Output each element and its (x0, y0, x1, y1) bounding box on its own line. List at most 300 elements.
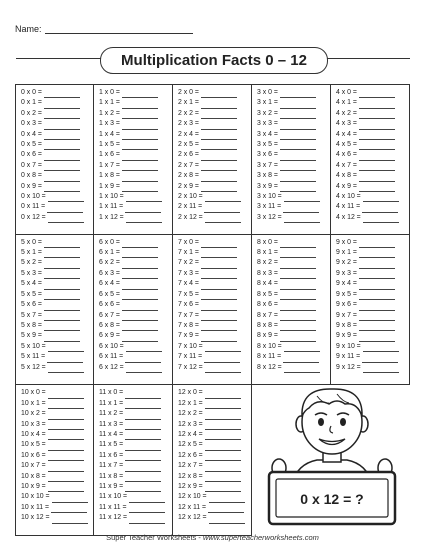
fact-question: 7 x 4 = (178, 280, 199, 288)
answer-blank[interactable] (129, 516, 165, 524)
fact-group (173, 84, 252, 235)
answer-blank[interactable] (125, 412, 161, 420)
answer-blank[interactable] (126, 215, 162, 223)
answer-blank[interactable] (363, 365, 399, 373)
fact-question: 6 x 6 = (99, 301, 120, 309)
answer-blank[interactable] (122, 323, 158, 331)
fact-question: 9 x 4 = (336, 280, 357, 288)
answer-blank[interactable] (44, 163, 80, 171)
fact-item (21, 420, 93, 430)
fact-item (257, 213, 330, 223)
fact-item (178, 399, 251, 409)
answer-blank[interactable] (204, 355, 240, 363)
fact-item (99, 258, 172, 268)
fact-question: 8 x 11 = (257, 353, 282, 361)
answer-blank[interactable] (201, 334, 237, 342)
fact-question: 9 x 9 = (336, 332, 357, 340)
answer-blank[interactable] (359, 163, 395, 171)
answer-blank[interactable] (126, 344, 162, 352)
fact-item (257, 130, 330, 140)
answer-blank[interactable] (44, 250, 80, 258)
fact-item (99, 482, 172, 492)
fact-question: 6 x 11 = (99, 353, 124, 361)
answer-blank[interactable] (48, 484, 84, 492)
fact-question: 3 x 0 = (257, 89, 278, 96)
answer-blank[interactable] (44, 184, 80, 192)
fact-question: 1 x 8 = (99, 172, 120, 180)
fact-item (257, 192, 330, 202)
fact-group (15, 235, 94, 386)
fact-question: 1 x 6 = (99, 151, 120, 159)
answer-blank[interactable] (205, 474, 241, 482)
fact-item (21, 98, 93, 108)
fact-question: 7 x 5 = (178, 290, 199, 298)
answer-blank[interactable] (122, 90, 158, 98)
fact-question: 9 x 1 = (336, 249, 357, 257)
fact-question: 4 x 8 = (336, 172, 357, 180)
answer-blank[interactable] (125, 474, 161, 482)
answer-blank[interactable] (359, 90, 395, 98)
answer-blank[interactable] (359, 313, 395, 321)
answer-blank[interactable] (280, 153, 316, 161)
answer-blank[interactable] (48, 432, 84, 440)
fact-question: 9 x 0 = (336, 238, 357, 246)
fact-item (257, 258, 330, 268)
fact-question: 10 x 3 = (21, 420, 46, 428)
fact-question: 6 x 7 = (99, 311, 120, 319)
answer-blank[interactable] (125, 432, 161, 440)
answer-blank[interactable] (359, 240, 395, 248)
fact-item (178, 192, 251, 202)
answer-blank[interactable] (122, 142, 158, 150)
fact-question: 1 x 9 = (99, 182, 120, 190)
answer-blank[interactable] (359, 111, 395, 119)
answer-blank[interactable] (122, 334, 158, 342)
fact-item (178, 430, 251, 440)
answer-blank[interactable] (204, 205, 240, 213)
fact-question: 8 x 5 = (257, 290, 278, 298)
answer-blank[interactable] (44, 174, 80, 182)
answer-blank[interactable] (359, 122, 395, 130)
fact-item (178, 461, 251, 471)
answer-blank[interactable] (359, 303, 395, 311)
answer-blank[interactable] (48, 215, 84, 223)
answer-blank[interactable] (201, 184, 237, 192)
fact-item (336, 182, 409, 192)
answer-blank[interactable] (129, 505, 165, 513)
answer-blank[interactable] (44, 323, 80, 331)
answer-blank[interactable] (122, 261, 158, 269)
fact-item (178, 258, 251, 268)
fact-item (257, 150, 330, 160)
fact-question: 3 x 9 = (257, 182, 278, 190)
answer-blank[interactable] (48, 422, 84, 430)
answer-blank[interactable] (48, 464, 84, 472)
answer-blank[interactable] (125, 401, 161, 409)
fact-item (21, 140, 93, 150)
answer-blank[interactable] (363, 344, 399, 352)
fact-question: 2 x 12 = (178, 213, 203, 221)
fact-question: 7 x 12 = (178, 363, 203, 371)
fact-item (178, 150, 251, 160)
fact-item (336, 150, 409, 160)
fact-question: 2 x 5 = (178, 141, 199, 149)
answer-blank[interactable] (359, 250, 395, 258)
fact-question: 8 x 7 = (257, 311, 278, 319)
fact-question: 4 x 0 = (336, 89, 357, 96)
answer-blank[interactable] (280, 334, 316, 342)
fact-item (99, 182, 172, 192)
answer-blank[interactable] (44, 271, 80, 279)
fact-item (21, 352, 93, 362)
answer-blank[interactable] (359, 282, 395, 290)
fact-item (21, 109, 93, 119)
answer-blank[interactable] (44, 303, 80, 311)
answer-blank[interactable] (201, 313, 237, 321)
fact-group (94, 385, 173, 536)
answer-blank[interactable] (201, 271, 237, 279)
fact-item (21, 503, 93, 513)
answer-blank[interactable] (359, 323, 395, 331)
answer-blank[interactable] (205, 215, 241, 223)
answer-blank[interactable] (51, 505, 87, 513)
fact-item (21, 513, 93, 523)
answer-blank[interactable] (201, 261, 237, 269)
fact-question: 0 x 8 = (21, 172, 42, 180)
fact-item (336, 130, 409, 140)
answer-blank[interactable] (208, 505, 244, 513)
answer-blank[interactable] (205, 443, 241, 451)
answer-blank[interactable] (201, 90, 237, 98)
answer-blank[interactable] (201, 303, 237, 311)
footer (0, 533, 425, 542)
answer-blank[interactable] (209, 495, 245, 503)
answer-blank[interactable] (280, 313, 316, 321)
answer-blank[interactable] (201, 240, 237, 248)
fact-item (178, 290, 251, 300)
answer-blank[interactable] (44, 101, 80, 109)
answer-blank[interactable] (205, 432, 241, 440)
answer-blank[interactable] (48, 401, 84, 409)
fact-group (15, 84, 94, 235)
fact-group (173, 385, 252, 536)
answer-blank[interactable] (280, 323, 316, 331)
answer-blank[interactable] (201, 122, 237, 130)
answer-blank[interactable] (205, 344, 241, 352)
answer-blank[interactable] (280, 271, 316, 279)
fact-group (173, 235, 252, 386)
answer-blank[interactable] (122, 282, 158, 290)
answer-blank[interactable] (205, 412, 241, 420)
answer-blank[interactable] (122, 153, 158, 161)
answer-blank[interactable] (122, 122, 158, 130)
fact-item (21, 213, 93, 223)
answer-blank[interactable] (359, 292, 395, 300)
answer-blank[interactable] (125, 205, 161, 213)
answer-blank[interactable] (280, 163, 316, 171)
sign-text: 0 x 12 = ? (300, 491, 364, 507)
fact-item (257, 119, 330, 129)
answer-blank[interactable] (201, 153, 237, 161)
answer-blank[interactable] (201, 292, 237, 300)
answer-blank[interactable] (359, 184, 395, 192)
answer-blank[interactable] (44, 111, 80, 119)
fact-item (99, 88, 172, 98)
fact-item (21, 119, 93, 129)
answer-blank[interactable] (47, 205, 83, 213)
fact-question: 6 x 10 = (99, 342, 124, 350)
answer-blank[interactable] (48, 194, 84, 202)
answer-blank[interactable] (47, 355, 83, 363)
footer-url[interactable]: www.superteacherworksheets.com (202, 533, 319, 542)
fact-item (336, 331, 409, 341)
answer-blank[interactable] (201, 250, 237, 258)
answer-blank[interactable] (122, 313, 158, 321)
fact-question: 4 x 11 = (336, 203, 361, 211)
fact-item (99, 130, 172, 140)
fact-question: 5 x 2 = (21, 259, 42, 267)
fact-group (94, 235, 173, 386)
answer-blank[interactable] (129, 495, 165, 503)
fact-question: 11 x 11 = (99, 503, 127, 511)
answer-blank[interactable] (359, 271, 395, 279)
fact-question: 4 x 7 = (336, 161, 357, 169)
answer-blank[interactable] (48, 412, 84, 420)
fact-question: 10 x 11 = (21, 503, 50, 511)
fact-question: 10 x 2 = (21, 410, 46, 418)
fact-item (257, 88, 330, 98)
answer-blank[interactable] (280, 303, 316, 311)
answer-blank[interactable] (359, 261, 395, 269)
answer-blank[interactable] (280, 101, 316, 109)
answer-blank[interactable] (44, 282, 80, 290)
fact-question: 12 x 3 = (178, 420, 203, 428)
answer-blank[interactable] (44, 334, 80, 342)
fact-question: 8 x 6 = (257, 301, 278, 309)
answer-blank[interactable] (205, 365, 241, 373)
answer-blank[interactable] (125, 443, 161, 451)
answer-blank[interactable] (280, 282, 316, 290)
answer-blank[interactable] (44, 292, 80, 300)
answer-blank[interactable] (205, 422, 241, 430)
fact-question: 10 x 9 = (21, 482, 46, 490)
answer-blank[interactable] (122, 303, 158, 311)
answer-blank[interactable] (201, 323, 237, 331)
fact-question: 9 x 2 = (336, 259, 357, 267)
fact-item (336, 352, 409, 362)
answer-blank[interactable] (44, 153, 80, 161)
fact-question: 3 x 10 = (257, 193, 282, 201)
answer-blank[interactable] (280, 90, 316, 98)
answer-blank[interactable] (125, 453, 161, 461)
answer-blank[interactable] (201, 101, 237, 109)
fact-item (178, 503, 251, 513)
fact-item (178, 440, 251, 450)
answer-blank[interactable] (284, 344, 320, 352)
fact-item (99, 213, 172, 223)
answer-blank[interactable] (201, 111, 237, 119)
answer-blank[interactable] (280, 142, 316, 150)
answer-blank[interactable] (284, 194, 320, 202)
answer-blank[interactable] (122, 292, 158, 300)
fact-item (257, 202, 330, 212)
answer-blank[interactable] (363, 215, 399, 223)
answer-blank[interactable] (122, 101, 158, 109)
fact-item (99, 311, 172, 321)
fact-question: 0 x 10 = (21, 193, 46, 201)
answer-blank[interactable] (205, 484, 241, 492)
fact-item (257, 269, 330, 279)
fact-item (178, 352, 251, 362)
answer-blank[interactable] (44, 132, 80, 140)
fact-question: 1 x 2 = (99, 109, 120, 117)
answer-blank[interactable] (280, 122, 316, 130)
fact-question: 10 x 6 = (21, 451, 46, 459)
fact-question: 7 x 2 = (178, 259, 199, 267)
answer-blank[interactable] (44, 313, 80, 321)
answer-blank[interactable] (48, 453, 84, 461)
fact-item (257, 248, 330, 258)
answer-blank[interactable] (205, 194, 241, 202)
answer-blank[interactable] (122, 250, 158, 258)
answer-blank[interactable] (44, 240, 80, 248)
answer-blank[interactable] (359, 334, 395, 342)
answer-blank[interactable] (201, 282, 237, 290)
fact-question: 3 x 12 = (257, 213, 282, 221)
fact-item (99, 352, 172, 362)
fact-question: 7 x 1 = (178, 249, 199, 257)
answer-blank[interactable] (122, 240, 158, 248)
answer-blank[interactable] (280, 111, 316, 119)
answer-blank[interactable] (44, 90, 80, 98)
answer-blank[interactable] (52, 516, 88, 524)
answer-blank[interactable] (122, 132, 158, 140)
fact-item (178, 202, 251, 212)
fact-item (99, 451, 172, 461)
fact-item (99, 119, 172, 129)
answer-blank[interactable] (48, 365, 84, 373)
answer-blank[interactable] (205, 391, 241, 399)
answer-blank[interactable] (362, 205, 398, 213)
answer-blank[interactable] (280, 174, 316, 182)
fact-question: 12 x 11 = (178, 503, 207, 511)
fact-item (257, 98, 330, 108)
answer-blank[interactable] (205, 401, 241, 409)
answer-blank[interactable] (126, 194, 162, 202)
fact-question: 3 x 4 = (257, 130, 278, 138)
answer-blank[interactable] (48, 391, 84, 399)
fact-item (99, 248, 172, 258)
answer-blank[interactable] (48, 443, 84, 451)
fact-item (21, 311, 93, 321)
answer-blank[interactable] (284, 365, 320, 373)
answer-blank[interactable] (359, 174, 395, 182)
fact-item (21, 161, 93, 171)
fact-item (178, 119, 251, 129)
fact-item (21, 248, 93, 258)
answer-blank[interactable] (280, 240, 316, 248)
answer-blank[interactable] (359, 142, 395, 150)
answer-blank[interactable] (122, 163, 158, 171)
fact-item (21, 409, 93, 419)
answer-blank[interactable] (122, 174, 158, 182)
answer-blank[interactable] (44, 122, 80, 130)
fact-item (336, 171, 409, 181)
fact-question: 12 x 12 = (178, 514, 207, 522)
fact-item (257, 321, 330, 331)
answer-blank[interactable] (126, 365, 162, 373)
answer-blank[interactable] (359, 101, 395, 109)
answer-blank[interactable] (48, 474, 84, 482)
answer-blank[interactable] (209, 516, 245, 524)
fact-item (257, 311, 330, 321)
answer-blank[interactable] (205, 453, 241, 461)
fact-item (257, 352, 330, 362)
answer-blank[interactable] (125, 464, 161, 472)
answer-blank[interactable] (280, 292, 316, 300)
answer-blank[interactable] (280, 184, 316, 192)
answer-blank[interactable] (362, 355, 398, 363)
fact-question: 0 x 12 = (21, 213, 46, 221)
answer-blank[interactable] (201, 163, 237, 171)
answer-blank[interactable] (283, 355, 319, 363)
fact-question: 9 x 8 = (336, 321, 357, 329)
fact-group (15, 385, 94, 536)
answer-blank[interactable] (283, 205, 319, 213)
answer-blank[interactable] (44, 142, 80, 150)
answer-blank[interactable] (280, 250, 316, 258)
answer-blank[interactable] (363, 194, 399, 202)
fact-question: 9 x 3 = (336, 269, 357, 277)
fact-question: 2 x 3 = (178, 120, 199, 128)
fact-question: 2 x 0 = (178, 89, 199, 96)
answer-blank[interactable] (48, 344, 84, 352)
name-input-line[interactable] (45, 24, 193, 34)
fact-question: 6 x 5 = (99, 290, 120, 298)
answer-blank[interactable] (125, 484, 161, 492)
fact-item (178, 140, 251, 150)
answer-blank[interactable] (359, 132, 395, 140)
answer-blank[interactable] (125, 391, 161, 399)
fact-question: 6 x 12 = (99, 363, 124, 371)
answer-blank[interactable] (205, 464, 241, 472)
answer-blank[interactable] (122, 271, 158, 279)
answer-blank[interactable] (44, 261, 80, 269)
answer-blank[interactable] (122, 184, 158, 192)
fact-item (99, 202, 172, 212)
answer-blank[interactable] (359, 153, 395, 161)
fact-item (178, 269, 251, 279)
answer-blank[interactable] (122, 111, 158, 119)
answer-blank[interactable] (201, 142, 237, 150)
answer-blank[interactable] (125, 355, 161, 363)
answer-blank[interactable] (201, 132, 237, 140)
name-label: Name: (15, 24, 42, 34)
fact-item (178, 130, 251, 140)
answer-blank[interactable] (284, 215, 320, 223)
fact-item (336, 311, 409, 321)
fact-question: 2 x 10 = (178, 193, 203, 201)
answer-blank[interactable] (125, 422, 161, 430)
answer-blank[interactable] (280, 261, 316, 269)
answer-blank[interactable] (201, 174, 237, 182)
answer-blank[interactable] (52, 495, 88, 503)
fact-item (99, 513, 172, 523)
fact-question: 1 x 4 = (99, 130, 120, 138)
fact-question: 7 x 11 = (178, 353, 203, 361)
fact-item (336, 88, 409, 98)
answer-blank[interactable] (280, 132, 316, 140)
